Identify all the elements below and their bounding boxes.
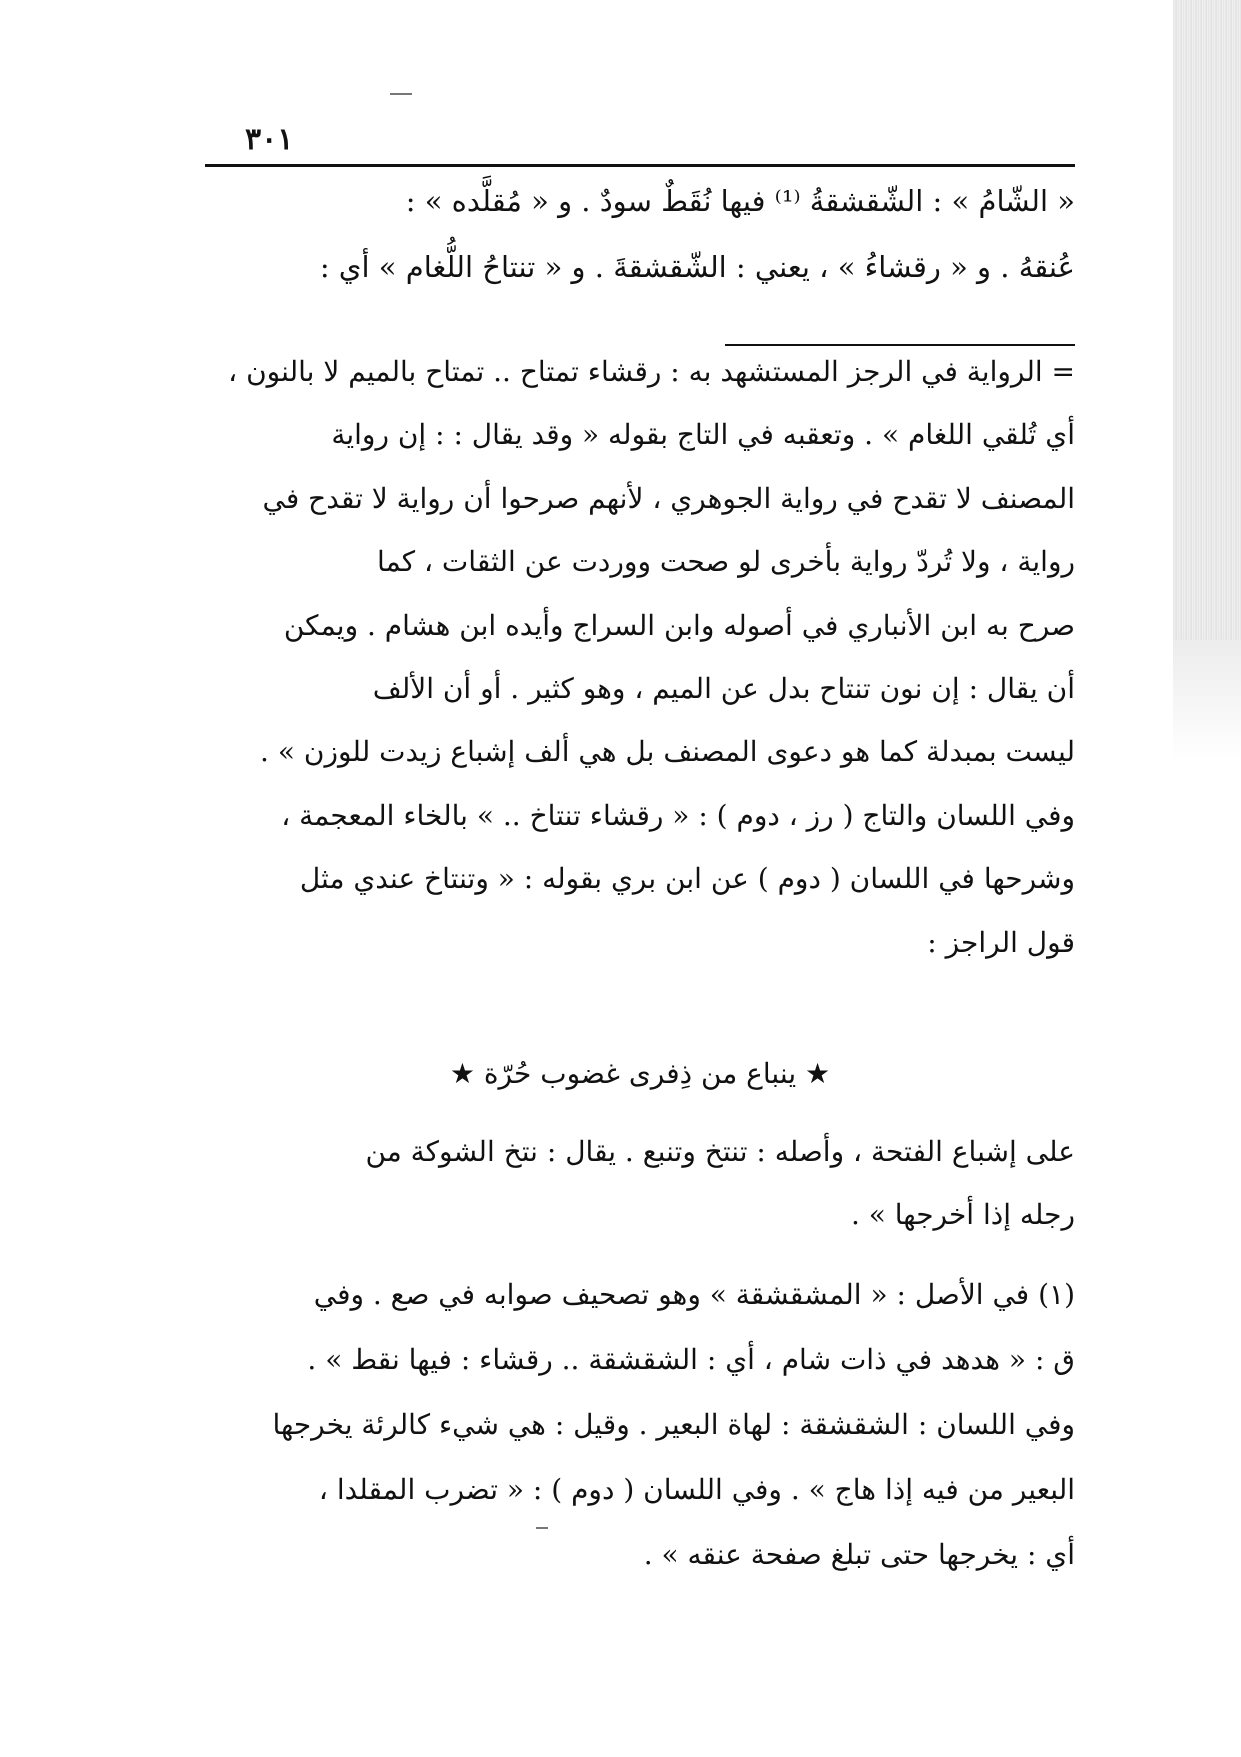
footnote-1	[205, 1262, 1075, 1587]
footnote-line: = الرواية في الرجز المستشهد به : رقشاء تمتاح .. تمتاح بالميم لا بالنون ،	[228, 355, 1075, 388]
footnote-line: وشرحها في اللسان ( دوم ) عن ابن بري بقوله : « وتنتاخ عندي مثل	[299, 862, 1075, 896]
footnote-line: أي : يخرجها حتى تبلغ صفحة عنقه » .	[643, 1538, 1075, 1571]
footnote-line: أي تُلقي اللغام » . وتعقبه في التاج بقوله « وقد يقال : : إن رواية	[331, 418, 1075, 452]
footnote-line: البعير من فيه إذا هاج » . وفي اللسان ( دوم ) : « تضرب المقلدا ،	[318, 1473, 1075, 1506]
footnote-line: قول الراجز :	[927, 925, 1075, 959]
footnote-line: وفي اللسان : الشقشقة : لهاة البعير . وقيل : هي شيء كالرئة يخرجها	[272, 1408, 1075, 1441]
main-text-line: « الشّامُ » : الشّقشقةُ ⁽¹⁾ فيها نُقَطٌ سودٌ . و « مُقلَّده » :	[405, 184, 1075, 218]
scan-edge-shadow	[1173, 0, 1241, 640]
footnote-line: المصنف لا تقدح في رواية الجوهري ، لأنهم صرحوا أن رواية لا تقدح في	[262, 481, 1075, 515]
footnote-line: ق : « هدهد في ذات شام ، أي : الشقشقة .. رقشاء : فيها نقط » .	[307, 1343, 1075, 1376]
footnote-line: أن يقال : إن نون تنتاح بدل عن الميم ، وهو كثير . أو أن الألف	[372, 671, 1075, 705]
scan-speck	[390, 93, 412, 95]
verse-line: ★ ينباع من ذِفرى غضوب حُرّة ★	[449, 1057, 831, 1090]
footnote-line: على إشباع الفتحة ، وأصله : تنتخ وتنبع . يقال : نتخ الشوكة من	[365, 1135, 1075, 1168]
footnote-line: رجله إذا أخرجها » .	[850, 1198, 1075, 1232]
footnote-continuation	[205, 340, 1075, 974]
footnote-line: وفي اللسان والتاج ( رز ، دوم ) : « رقشاء تنتاخ .. » بالخاء المعجمة ،	[281, 798, 1075, 832]
main-text	[205, 168, 1075, 300]
footnote-continuation-end	[205, 1120, 1075, 1247]
footnote-line: رواية ، ولا تُردّ رواية بأخرى لو صحت ووردت عن الثقات ، كما	[377, 545, 1075, 579]
page-number: ٣٠١	[245, 122, 294, 157]
footnote-line: ليست بمبدلة كما هو دعوى المصنف بل هي ألف إشباع زيدت للوزن » .	[260, 735, 1075, 769]
main-text-line: عُنقهُ . و « رقشاءُ » ، يعني : الشّقشقةَ . و « تنتاحُ اللُّغام » أي :	[319, 250, 1075, 284]
footnote-line: (١) في الأصل : « المشقشقة » وهو تصحيف صوابه في صع . وفي	[313, 1278, 1075, 1311]
header-rule	[205, 164, 1075, 167]
footnote-line: صرح به ابن الأنباري في أصوله وابن السراج وأيده ابن هشام . ويمكن	[283, 608, 1075, 642]
